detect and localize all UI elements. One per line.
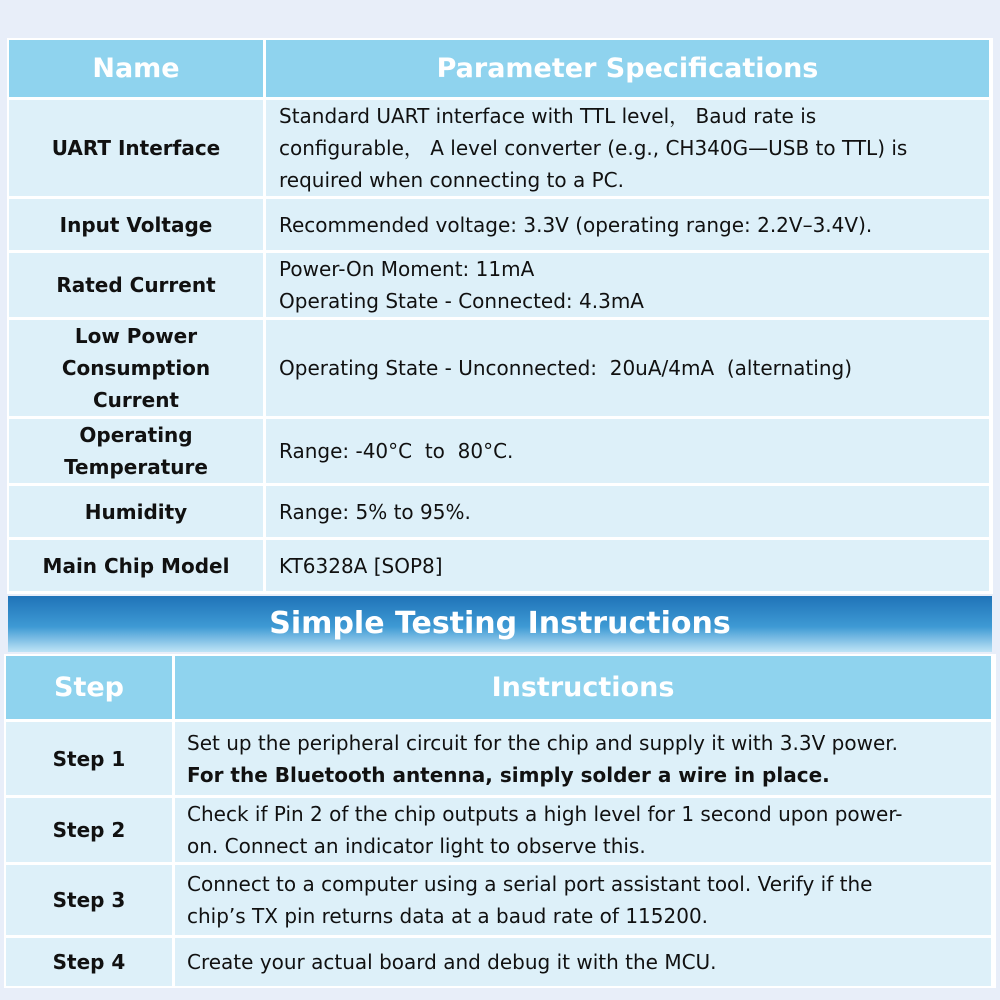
spec-row-main-chip <box>9 540 989 591</box>
spec-value-line: Power-On Moment: 11mA <box>279 257 535 281</box>
step-label-3: Step 3 <box>6 865 172 935</box>
step-label-4: Step 4 <box>6 938 172 986</box>
step-label-1: Step 1 <box>6 722 172 795</box>
step-row-2 <box>6 798 991 862</box>
section-title-banner: Simple Testing Instructions <box>8 596 992 652</box>
spec-name-rated-current: Rated Current <box>9 253 263 317</box>
spec-name-line: Consumption <box>61 356 211 380</box>
spec-row-operating-temperature <box>9 419 989 483</box>
spec-value-line: Range: -40°C to 80°C. <box>279 439 514 463</box>
step-instruction-2 <box>175 798 991 862</box>
spec-name-input-voltage: Input Voltage <box>9 199 263 250</box>
spec-value-line: Standard UART interface with TTL level， Baud rate is <box>279 104 817 128</box>
spec-name-line: Low Power <box>74 324 198 348</box>
header-step: Step <box>6 656 172 719</box>
spec-name-low-power <box>9 320 263 416</box>
spec-name-line: Operating <box>79 423 193 447</box>
spec-row-input-voltage <box>9 199 989 250</box>
instruction-line-bold: For the Bluetooth antenna, simply solder a wire in place. <box>187 762 830 787</box>
header-instructions: Instructions <box>175 656 991 719</box>
step-row-3 <box>6 865 991 935</box>
step-row-4 <box>6 938 991 986</box>
spec-value-input-voltage <box>266 199 989 250</box>
instruction-line: on. Connect an indicator light to observe this. <box>187 834 646 858</box>
step-instruction-1 <box>175 722 991 795</box>
spec-name-line: Temperature <box>64 455 208 479</box>
spec-value-line: required when connecting to a PC. <box>279 168 624 192</box>
spec-value-operating-temperature <box>266 419 989 483</box>
instruction-line: Connect to a computer using a serial port assistant tool. Verify if the <box>187 872 873 896</box>
spec-value-line: Operating State - Connected: 4.3mA <box>279 289 644 313</box>
spec-value-line: Range: 5% to 95%. <box>279 499 471 524</box>
spec-value-line: KT6328A [SOP8] <box>279 553 443 578</box>
spec-table <box>6 37 992 594</box>
spec-value-low-power <box>266 320 989 416</box>
spec-row-rated-current <box>9 253 989 317</box>
step-instruction-4 <box>175 938 991 986</box>
spec-value-main-chip <box>266 540 989 591</box>
spec-name-line: Current <box>92 388 179 412</box>
instruction-line: Set up the peripheral circuit for the chip and supply it with 3.3V power. <box>187 730 898 755</box>
spec-value-line: configurable， A level converter (e.g., CH340G—USB to TTL) is <box>279 136 908 160</box>
step-instruction-3 <box>175 865 991 935</box>
header-name: Name <box>9 40 263 97</box>
spec-name-humidity: Humidity <box>9 486 263 537</box>
instruction-line: Check if Pin 2 of the chip outputs a high level for 1 second upon power- <box>187 802 903 826</box>
steps-table <box>3 653 994 989</box>
spec-row-humidity <box>9 486 989 537</box>
spec-row-uart <box>9 100 989 196</box>
spec-value-line: Recommended voltage: 3.3V (operating range: 2.2V–3.4V). <box>279 212 873 237</box>
spec-name-uart: UART Interface <box>9 100 263 196</box>
instruction-line: Create your actual board and debug it with the MCU. <box>187 950 717 974</box>
instruction-line: chip’s TX pin returns data at a baud rate of 115200. <box>187 904 709 928</box>
spec-name-main-chip: Main Chip Model <box>9 540 263 591</box>
header-parameter-specifications: Parameter Specifications <box>266 40 989 97</box>
spec-row-low-power <box>9 320 989 416</box>
spec-value-uart <box>266 100 989 196</box>
step-row-1 <box>6 722 991 795</box>
step-label-2: Step 2 <box>6 798 172 862</box>
spec-value-line: Operating State - Unconnected: 20uA/4mA (alternating) <box>279 356 852 380</box>
spec-value-humidity <box>266 486 989 537</box>
spec-value-rated-current <box>266 253 989 317</box>
spec-name-operating-temperature <box>9 419 263 483</box>
